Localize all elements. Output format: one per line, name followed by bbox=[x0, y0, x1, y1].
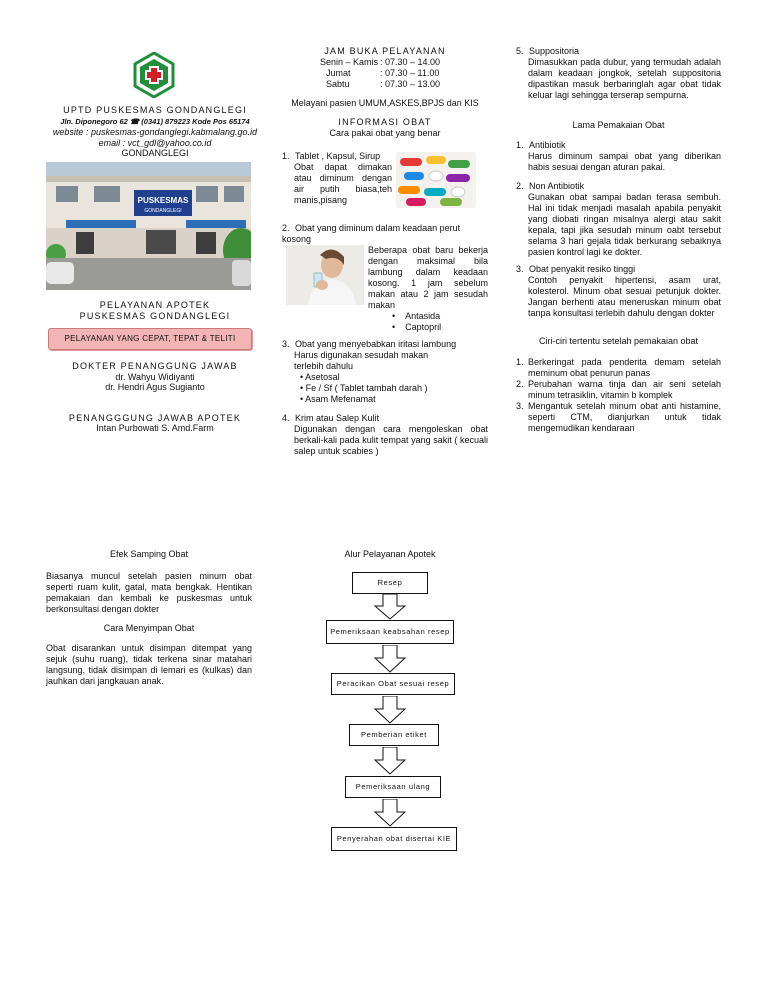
lama-item-3 bbox=[516, 264, 721, 319]
org-city: GONDANGLEGI bbox=[121, 148, 189, 158]
item-title: Antibiotik bbox=[529, 140, 566, 150]
bullet-text: Fe / Sf ( Tablet tambah darah ) bbox=[305, 383, 428, 393]
hours-day: Sabtu bbox=[326, 79, 350, 89]
org-website: website : puskesmas-gondanglegi.kabmalang.go.id bbox=[52, 127, 258, 137]
item-number: 3. bbox=[516, 264, 524, 274]
info-item-2 bbox=[282, 223, 488, 245]
simpan-body: Obat disarankan untuk disimpan ditempat yang sejuk (suhu ruang), tidak terkena sinar matahari langsung, tidak disimpan di lemari es (kulkas) dan jauhkan dari jangkauan anak. bbox=[46, 643, 252, 686]
ciri-item bbox=[516, 401, 721, 434]
item-title: Obat yang diminum dalam keadaan perut kosong bbox=[282, 223, 461, 244]
service-title-2: PUSKESMAS GONDANGLEGI bbox=[79, 311, 231, 321]
lama-item-1 bbox=[516, 140, 721, 173]
ciri-list bbox=[516, 357, 721, 434]
item-body: Digunakan dengan cara mengoleskan obat berkali-kali pada kulit tempat yang sakit ( kecuali salep untuk scabies ) bbox=[294, 424, 488, 456]
bullet-text: Asetosal bbox=[305, 372, 340, 382]
flow-step-resep bbox=[352, 572, 428, 594]
bullet-item: • Fe / Sf ( Tablet tambah darah ) bbox=[300, 383, 428, 393]
item-number: 2. bbox=[282, 223, 290, 233]
service-banner-text: PELAYANAN YANG CEPAT, TEPAT & TELITI bbox=[64, 334, 236, 343]
hours-time: : 07.30 – 13.00 bbox=[380, 79, 441, 89]
item-title: Tablet , Kapsul, Sirup bbox=[295, 151, 381, 161]
item-title: Non Antibiotik bbox=[529, 181, 585, 191]
doctor-2: dr. Hendri Agus Sugianto bbox=[105, 382, 205, 392]
bullet-item: • Asetosal bbox=[300, 372, 340, 382]
puskesmas-logo bbox=[133, 52, 175, 98]
item-body: Perubahan warna tinja dan air seni setelah minum tetrasiklin, vitamin b komplek bbox=[528, 379, 721, 400]
flow-step-handover bbox=[331, 827, 457, 851]
simpan-heading: Cara Menyimpan Obat bbox=[103, 623, 195, 633]
hours-heading: JAM BUKA PELAYANAN bbox=[324, 46, 446, 56]
doctor-heading: DOKTER PENANGGUNG JAWAB bbox=[72, 361, 238, 371]
item-body: Gunakan obat sampai badan terasa sembuh. Hal ini tidak menjadi masalah apabila penyakit yang diobati ringan misalnya alergi atau sakit kepala, tapi jika sesudah minum oabt tersebut selama 3 hari gejala tidak berkurang sebaiknya pasien kontrol lagi ke dokter. bbox=[528, 192, 721, 257]
info-item-4 bbox=[282, 413, 488, 457]
flow-step-label: Resep bbox=[377, 578, 403, 587]
item-body: Dimasukkan pada dubur, yang termudah adalah dalam keadaan jongkok, setelah suppositoria dipastikan masuk berbaringlah agar obat tidak keluar lagi sehingga terserap sempurna. bbox=[528, 57, 721, 100]
item-number: 4. bbox=[282, 413, 290, 423]
flow-step-label: Pemeriksaan ulang bbox=[355, 782, 431, 791]
hours-table bbox=[320, 57, 480, 90]
item-body: Mengantuk setelah minum obat anti histamine, seperti CTM, dianjurkan untuk tidak mengemudikan kendaraan bbox=[528, 401, 721, 433]
pills-image bbox=[396, 152, 476, 208]
flow-step-label: Peracikan Obat sesuai resep bbox=[336, 679, 450, 688]
flow-step-compounding bbox=[331, 673, 455, 695]
hours-day: Senin – Kamis bbox=[320, 57, 379, 67]
ciri-item bbox=[516, 379, 721, 401]
item-number: 2. bbox=[516, 379, 524, 389]
hours-row bbox=[320, 68, 480, 79]
photo-sign: PUSKESMAS bbox=[137, 196, 189, 205]
efek-body: Biasanya muncul setelah pasien minum obat seperti ruam kulit, gatal, mata bengkak. Hentikan pemakaian dan kembali ke puskesmas untuk berkonsultasi dengan dokter bbox=[46, 571, 252, 614]
item-number: 1. bbox=[516, 357, 524, 367]
flow-step-label: Pemeriksaan keabsahan resep bbox=[330, 627, 450, 636]
person-drinking-image bbox=[286, 245, 364, 305]
info-item-1 bbox=[282, 151, 392, 206]
serves-line: Melayani pasien UMUM,ASKES,BPJS dan KIS bbox=[291, 98, 479, 108]
flow-arrow bbox=[374, 747, 406, 775]
item-number: 5. bbox=[516, 46, 524, 56]
pharmacist-name: Intan Purbowati S. Amd.Farm bbox=[96, 423, 214, 433]
flow-arrow bbox=[374, 645, 406, 673]
hours-row bbox=[320, 79, 480, 90]
ciri-item bbox=[516, 357, 721, 379]
flow-step-label: Pemberian etiket bbox=[361, 730, 427, 739]
item-number: 1. bbox=[516, 140, 524, 150]
item-number: 1. bbox=[282, 151, 290, 161]
item-title: Suppositoria bbox=[529, 46, 580, 56]
bullet-item: • Asam Mefenamat bbox=[300, 394, 376, 404]
lama-heading: Lama Pemakaian Obat bbox=[572, 120, 665, 130]
item-title: Obat yang menyebabkan iritasi lambung bbox=[295, 339, 457, 349]
item-body: Berkeringat pada penderita demam setelah meminum obat penurun panas bbox=[528, 357, 721, 378]
doctor-1: dr. Wahyu Widiyanti bbox=[115, 372, 195, 382]
item-2-body bbox=[368, 245, 488, 333]
flow-arrow bbox=[374, 594, 406, 620]
flow-step-labeling bbox=[349, 724, 439, 746]
flow-step-check-validity bbox=[326, 620, 454, 644]
efek-heading: Efek Samping Obat bbox=[109, 549, 189, 559]
building-photo bbox=[46, 162, 251, 290]
item-number: 2. bbox=[516, 181, 524, 191]
bullet-text: Antasida bbox=[405, 311, 441, 321]
bullet-text: Captopril bbox=[405, 322, 442, 332]
hours-time: : 07.30 – 14.00 bbox=[380, 57, 441, 67]
flow-step-label: Penyerahan obat disertai KIE bbox=[336, 834, 452, 843]
item-number: 3. bbox=[282, 339, 290, 349]
hours-row bbox=[320, 57, 480, 68]
bullet-item: • Antasida bbox=[392, 311, 441, 321]
item-title: Obat penyakit resiko tinggi bbox=[529, 264, 636, 274]
item-body: Harus digunakan sesudah makan terlebih dahulu bbox=[294, 350, 429, 371]
alur-heading: Alur Pelayanan Apotek bbox=[344, 549, 436, 559]
bullet-item: • Captopril bbox=[392, 322, 442, 332]
flow-arrow bbox=[374, 799, 406, 827]
info-item-3 bbox=[282, 339, 488, 405]
service-banner bbox=[48, 328, 252, 350]
lama-item-2 bbox=[516, 181, 721, 258]
org-email: email : vct_gdl@yahoo.co.id bbox=[98, 138, 212, 148]
photo-sign-sub: GONDANGLEGI bbox=[144, 208, 182, 214]
info-item-5 bbox=[516, 46, 721, 101]
item-body: Contoh penyakit hipertensi, asam urat, kolesterol. Minum obat sesuai petunjuk dokter. Jangan berhenti atau meneruskan minum obat tanpa konsultasi terlebih dahulu dengan dokter bbox=[528, 275, 721, 318]
org-name: UPTD PUSKESMAS GONDANGLEGI bbox=[63, 105, 247, 115]
bullet-text: Asam Mefenamat bbox=[305, 394, 376, 404]
service-title-1: PELAYANAN APOTEK bbox=[99, 300, 211, 310]
pharmacist-heading: PENANGGGUNG JAWAB APOTEK bbox=[68, 413, 242, 423]
item-body: Obat dapat dimakan atau diminum dengan air putih biasa,teh manis,pisang bbox=[294, 162, 392, 205]
flow-step-recheck bbox=[345, 776, 441, 798]
item-number: 3. bbox=[516, 401, 524, 411]
item-title: Krim atau Salep Kulit bbox=[295, 413, 380, 423]
item-body: Harus diminum sampai obat yang diberikan habis sesuai dengan aturan pakai. bbox=[528, 151, 721, 172]
flow-arrow bbox=[374, 696, 406, 724]
org-address: Jln. Diponegoro 62 ☎ (0341) 879223 Kode Pos 65174 bbox=[60, 117, 250, 126]
hours-day: Jumat bbox=[326, 68, 351, 78]
hours-time: : 07.30 – 11.00 bbox=[380, 68, 440, 78]
item-body: Beberapa obat baru bekerja dengan maksimal bila lambung dalam keadaan kosong. 1 jam sebelum makan atau 2 jam sesudah makan bbox=[368, 245, 488, 310]
info-heading: INFORMASI OBAT bbox=[338, 117, 432, 127]
info-subheading: Cara pakai obat yang benar bbox=[329, 128, 441, 138]
ciri-heading: Ciri-ciri tertentu setelah pemakaian obat bbox=[538, 336, 699, 346]
